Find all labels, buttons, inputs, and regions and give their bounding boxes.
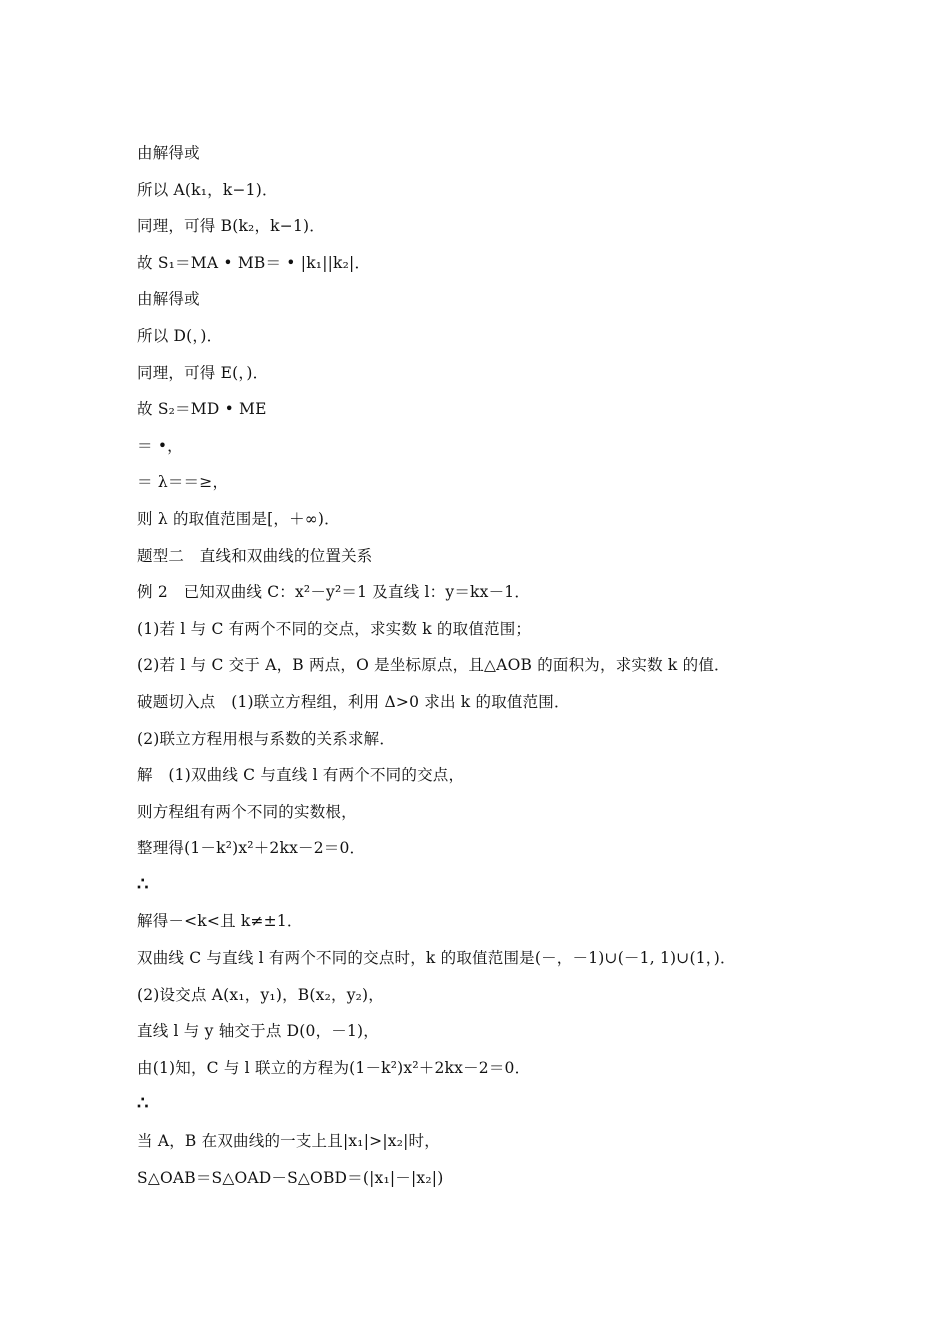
example-statement: 例 2 已知双曲线 C：x²－y²＝1 及直线 l：y＝kx－1．: [137, 583, 531, 602]
text-line: 故 S₂＝MD • ME: [137, 400, 267, 419]
text-line: 所以 D(，)．: [137, 326, 223, 345]
solution-line: 当 A，B 在双曲线的一支上且|x₁|>|x₂|时，: [137, 1132, 440, 1151]
solution-line: 整理得(1－k²)x²＋2kx－2＝0．: [137, 839, 366, 858]
text-line: 故 S₁＝MA • MB＝ • |k₁||k₂|．: [137, 253, 371, 272]
therefore-symbol: ∴: [137, 1093, 149, 1115]
text-line: ＝ λ＝＝≥，: [137, 473, 229, 492]
solution-line: 解 (1)双曲线 C 与直线 l 有两个不同的交点，: [137, 766, 465, 785]
document-body: [137, 140, 837, 1201]
text-line: ＝ •，: [137, 436, 183, 455]
therefore-symbol: ∴: [137, 873, 149, 895]
solution-line: 直线 l 与 y 轴交于点 D(0，－1)，: [137, 1022, 379, 1041]
text-line: 由解得或: [137, 290, 200, 309]
text-line: 同理，可得 E(，)．: [137, 363, 269, 382]
text-line: 由解得或: [137, 144, 200, 162]
question-part-1: (1)若 l 与 C 有两个不同的交点，求实数 k 的取值范围；: [137, 619, 532, 638]
solution-line: (2)设交点 A(x₁，y₁)，B(x₂，y₂)，: [137, 985, 385, 1004]
text-line: 同理，可得 B(k₂，k−1)．: [137, 217, 325, 236]
solution-line: 解得－<k<且 k≠±1．: [137, 912, 303, 931]
question-part-2: (2)若 l 与 C 交于 A，B 两点，O 是坐标原点，且△AOB 的面积为，求实数 k 的值．: [137, 656, 730, 675]
hint-line: (2)联立方程用根与系数的关系求解．: [137, 729, 396, 748]
solution-line: 双曲线 C 与直线 l 有两个不同的交点时，k 的取值范围是(－，－1)∪(－1, 1)∪(1，)．: [137, 949, 736, 968]
text-line: 所以 A(k₁，k−1)．: [137, 180, 278, 199]
text-line: 则 λ 的取值范围是[，＋∞)．: [137, 509, 340, 528]
hint-line: 破题切入点 (1)联立方程组，利用 Δ>0 求出 k 的取值范围．: [137, 692, 570, 711]
solution-line: 则方程组有两个不同的实数根，: [137, 802, 357, 821]
section-heading: 题型二 直线和双曲线的位置关系: [137, 546, 373, 565]
solution-line: S△OAB＝S△OAD－S△OBD＝(|x₁|－|x₂|): [137, 1168, 444, 1187]
solution-line: 由(1)知，C 与 l 联立的方程为(1－k²)x²＋2kx－2＝0．: [137, 1058, 531, 1077]
